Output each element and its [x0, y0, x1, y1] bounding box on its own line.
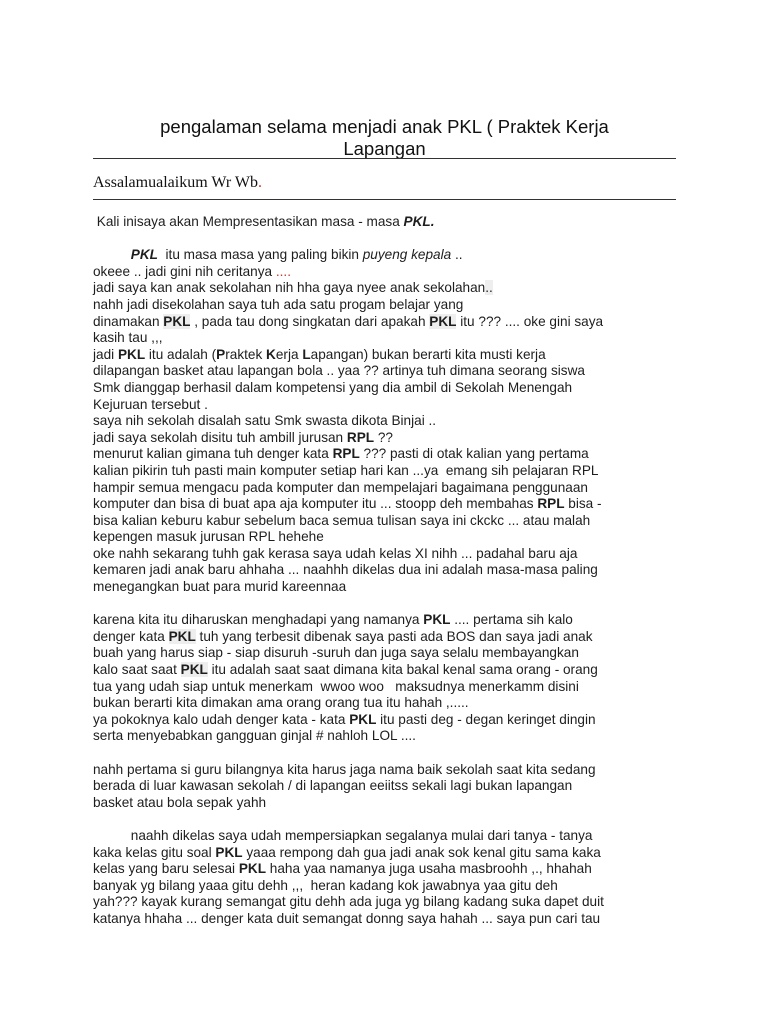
title-line-1: pengalaman selama menjadi anak PKL ( Praktek Kerja: [160, 116, 609, 137]
body-line: jadi saya sekolah disitu tuh ambill jurusan RPL ??: [93, 429, 393, 445]
body-line: menegangkan buat para murid kareennaa: [93, 579, 347, 595]
body-line: berada di luar kawasan sekolah / di lapangan eeiitss sekali lagi bukan lapangan: [93, 778, 573, 794]
body-line: hampir semua mengacu pada komputer dan mempelajari bagaimana penggunaan: [93, 479, 588, 495]
article-body: [93, 214, 683, 928]
body-line: nahh jadi disekolahan saya tuh ada satu progam belajar yang: [93, 296, 464, 312]
body-line: okeee .. jadi gini nih ceritanya ....: [93, 263, 291, 279]
document-title: [93, 116, 676, 160]
body-line: ya pokoknya kalo udah denger kata - kata PKL itu pasti deg - degan keringet dingin: [93, 711, 596, 727]
body-line: tua yang udah siap untuk menerkam wwoo woo maksudnya menerkamm disini: [93, 678, 579, 694]
body-line: kasih tau ,,,: [93, 330, 163, 346]
body-line: buah yang harus siap - siap disuruh -suruh dan juga saya selalu membayangkan: [93, 645, 579, 661]
body-line: jadi saya kan anak sekolahan nih hha gaya nyee anak sekolahan..: [93, 280, 493, 296]
body-line: serta menyebabkan gangguan ginjal # nahloh LOL ....: [93, 728, 416, 744]
body-line: menurut kalian gimana tuh denger kata RPL ??? pasti di otak kalian yang pertama: [93, 446, 589, 462]
body-line: PKL itu masa masa yang paling bikin puyeng kepala ..: [130, 247, 463, 263]
body-line: Kejuruan tersebut .: [93, 396, 208, 412]
body-line: Smk dianggap berhasil dalam kompetensi yang dia ambil di Sekolah Menengah: [93, 379, 573, 395]
body-line: kalian pikirin tuh pasti main komputer setiap hari kan ...ya emang sih pelajaran RPL: [93, 462, 599, 478]
body-line: katanya hhaha ... denger kata duit semangat donng saya hahah ... saya pun cari tau: [93, 910, 601, 926]
body-line: komputer dan bisa di buat apa aja komputer itu ... stoopp deh membahas RPL bisa -: [93, 496, 602, 512]
body-line: bukan berarti kita dimakan ama orang orang tua itu hahah ,.....: [93, 695, 469, 711]
body-line: denger kata PKL tuh yang terbesit dibenak saya pasti ada BOS dan saya jadi anak: [93, 628, 593, 644]
body-line: kepengen masuk jurusan RPL hehehe: [93, 529, 324, 545]
body-line: jadi PKL itu adalah (Praktek Kerja Lapangan) bukan berarti kita musti kerja: [93, 346, 546, 362]
body-line: kaka kelas gitu soal PKL yaaa rempong dah gua jadi anak sok kenal gitu sama kaka: [93, 844, 601, 860]
body-line: oke nahh sekarang tuhh gak kerasa saya udah kelas XI nihh ... padahal baru aja: [93, 545, 578, 561]
body-line: naahh dikelas saya udah mempersiapkan segalanya mulai dari tanya - tanya: [93, 827, 593, 843]
body-line: kemaren jadi anak baru ahhaha ... naahhh dikelas dua ini adalah masa-masa paling: [93, 562, 598, 578]
body-line: kelas yang baru selesai PKL haha yaa namanya juga usaha masbroohh ,., hhahah: [93, 861, 592, 877]
body-line: banyak yg bilang yaaa gitu dehh ,,, heran kadang kok jawabnya yaa gitu deh: [93, 877, 558, 893]
title-line-2: Lapangan: [343, 138, 426, 159]
body-line: nahh pertama si guru bilangnya kita harus jaga nama baik sekolah saat kita sedang: [93, 761, 596, 777]
intro-line: Kali inisaya akan Mempresentasikan masa - masa PKL.: [93, 214, 435, 229]
greeting: Assalamualaikum Wr Wb.: [93, 174, 262, 191]
body-line: bisa kalian keburu kabur sebelum baca semua tulisan saya ini ckckc ... atau malah: [93, 512, 591, 528]
title-rule: [93, 158, 676, 159]
body-line: kalo saat saat PKL itu adalah saat saat dimana kita bakal kenal sama orang - orang: [93, 662, 598, 678]
body-line: dilapangan basket atau lapangan bola .. yaa ?? artinya tuh dimana seorang siswa: [93, 363, 585, 379]
body-line: karena kita itu diharuskan menghadapi yang namanya PKL .... pertama sih kalo: [93, 612, 573, 628]
body-line: saya nih sekolah disalah satu Smk swasta dikota Binjai ..: [93, 413, 437, 429]
body-line: basket atau bola sepak yahh: [93, 794, 267, 810]
body-line: yah??? kayak kurang semangat gitu dehh ada juga yg bilang kadang suka dapet duit: [93, 894, 604, 910]
body-line: dinamakan PKL , pada tau dong singkatan dari apakah PKL itu ??? .... oke gini saya: [93, 313, 604, 329]
greeting-rule: [93, 199, 676, 200]
